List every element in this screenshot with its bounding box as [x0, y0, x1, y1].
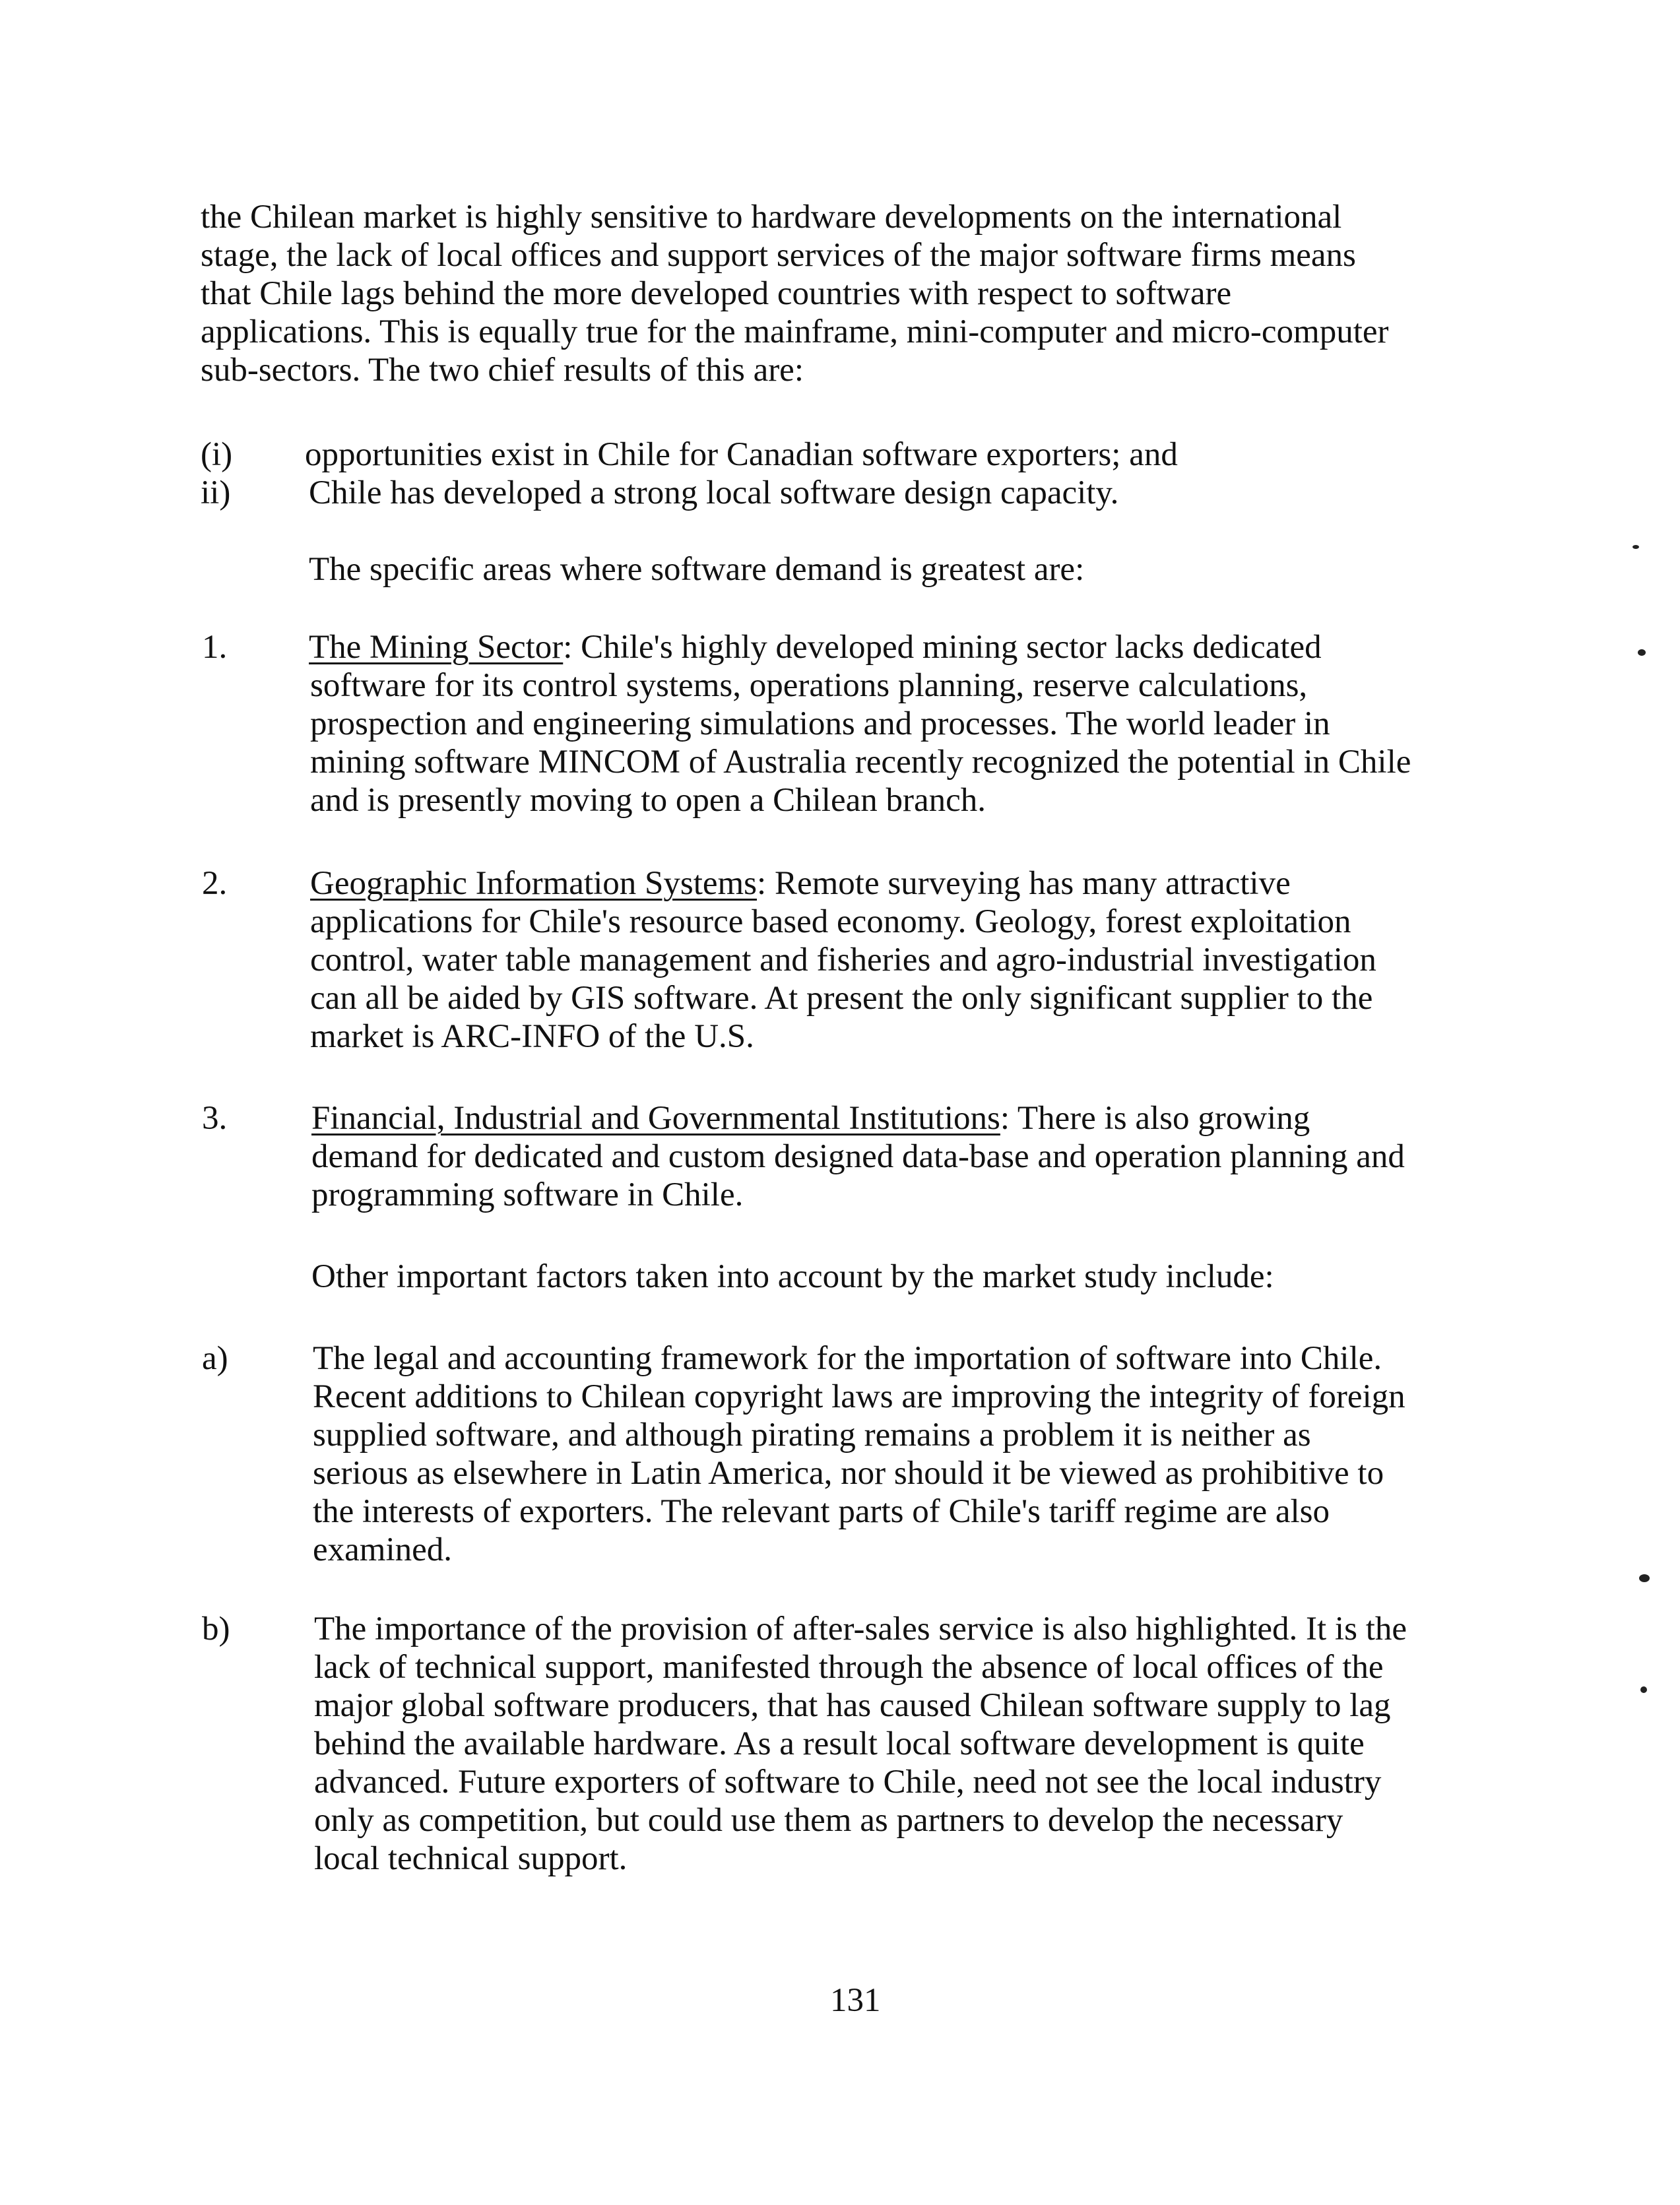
area-first-line: [310, 864, 1291, 903]
factors-intro: Other important factors taken into account by the market study include:: [311, 1258, 1274, 1295]
intro-line: stage, the lack of local offices and support services of the major software firms means: [201, 237, 1356, 274]
area-line: mining software MINCOM of Australia recently recognized the potential in Chile: [310, 744, 1411, 781]
area-line: and is presently moving to open a Chilean branch.: [310, 782, 986, 819]
factor-line: local technical support.: [314, 1840, 628, 1877]
area-heading: Geographic Information Systems: [310, 865, 758, 902]
list-label: 1.: [202, 629, 228, 666]
list-item-text: Chile has developed a strong local software design capacity.: [309, 474, 1119, 511]
intro-line: applications. This is equally true for the mainframe, mini-computer and micro-computer: [201, 313, 1389, 350]
list-label: ii): [201, 474, 231, 511]
scan-speck: [1632, 545, 1639, 549]
area-line: market is ARC-INFO of the U.S.: [310, 1018, 754, 1055]
factor-line: behind the available hardware. As a result local software development is quite: [314, 1725, 1365, 1762]
list-label: b): [202, 1611, 230, 1647]
intro-line: the Chilean market is highly sensitive to hardware developments on the international: [201, 199, 1342, 236]
factor-line: lack of technical support, manifested through the absence of local offices of the: [314, 1649, 1384, 1686]
area-line: software for its control systems, operations planning, reserve calculations,: [310, 667, 1308, 704]
factor-line: the interests of exporters. The relevant parts of Chile's tariff regime are also: [313, 1493, 1330, 1530]
factor-line: examined.: [313, 1531, 452, 1568]
area-line: prospection and engineering simulations and processes. The world leader in: [310, 705, 1330, 742]
area-heading: Financial, Industrial and Governmental Institutions: [311, 1100, 1000, 1137]
list-label: 2.: [202, 865, 228, 902]
page-number: 131: [830, 1982, 881, 2019]
factor-line: serious as elsewhere in Latin America, nor should it be viewed as prohibitive to: [313, 1455, 1384, 1492]
areas-intro: The specific areas where software demand is greatest are:: [309, 551, 1085, 588]
intro-line: that Chile lags behind the more developed countries with respect to software: [201, 275, 1232, 312]
factor-line: The legal and accounting framework for the importation of software into Chile.: [313, 1340, 1382, 1377]
factor-line: supplied software, and although pirating remains a problem it is neither as: [313, 1417, 1311, 1454]
factor-line: major global software producers, that has caused Chilean software supply to lag: [314, 1687, 1391, 1724]
area-line: : Chile's highly developed mining sector lacks dedicated: [563, 629, 1322, 666]
area-line: can all be aided by GIS software. At present the only significant supplier to the: [310, 980, 1373, 1017]
area-line: demand for dedicated and custom designed data-base and operation planning and: [311, 1138, 1405, 1175]
factor-line: Recent additions to Chilean copyright laws are improving the integrity of foreign: [313, 1378, 1405, 1415]
scan-speck: [1640, 1686, 1647, 1693]
intro-line: sub-sectors. The two chief results of this are:: [201, 352, 804, 389]
area-line: : Remote surveying has many attractive: [757, 865, 1291, 902]
factor-line: advanced. Future exporters of software to Chile, need not see the local industry: [314, 1764, 1382, 1801]
area-heading: The Mining Sector: [309, 629, 564, 666]
area-first-line: [309, 628, 1322, 667]
area-line: : There is also growing: [1000, 1100, 1310, 1137]
list-item-text: opportunities exist in Chile for Canadian software exporters; and: [305, 436, 1178, 473]
area-first-line: [311, 1099, 1310, 1138]
area-line: applications for Chile's resource based economy. Geology, forest exploitation: [310, 903, 1351, 940]
list-label: a): [202, 1340, 228, 1377]
factor-line: only as competition, but could use them as partners to develop the necessary: [314, 1802, 1343, 1839]
list-label: 3.: [202, 1100, 228, 1137]
list-label: (i): [201, 436, 233, 473]
factor-line: The importance of the provision of after-sales service is also highlighted. It is the: [314, 1611, 1407, 1647]
area-line: programming software in Chile.: [311, 1176, 744, 1213]
scan-speck: [1639, 1574, 1650, 1582]
area-line: control, water table management and fisheries and agro-industrial investigation: [310, 942, 1376, 978]
scan-speck: [1638, 649, 1646, 656]
